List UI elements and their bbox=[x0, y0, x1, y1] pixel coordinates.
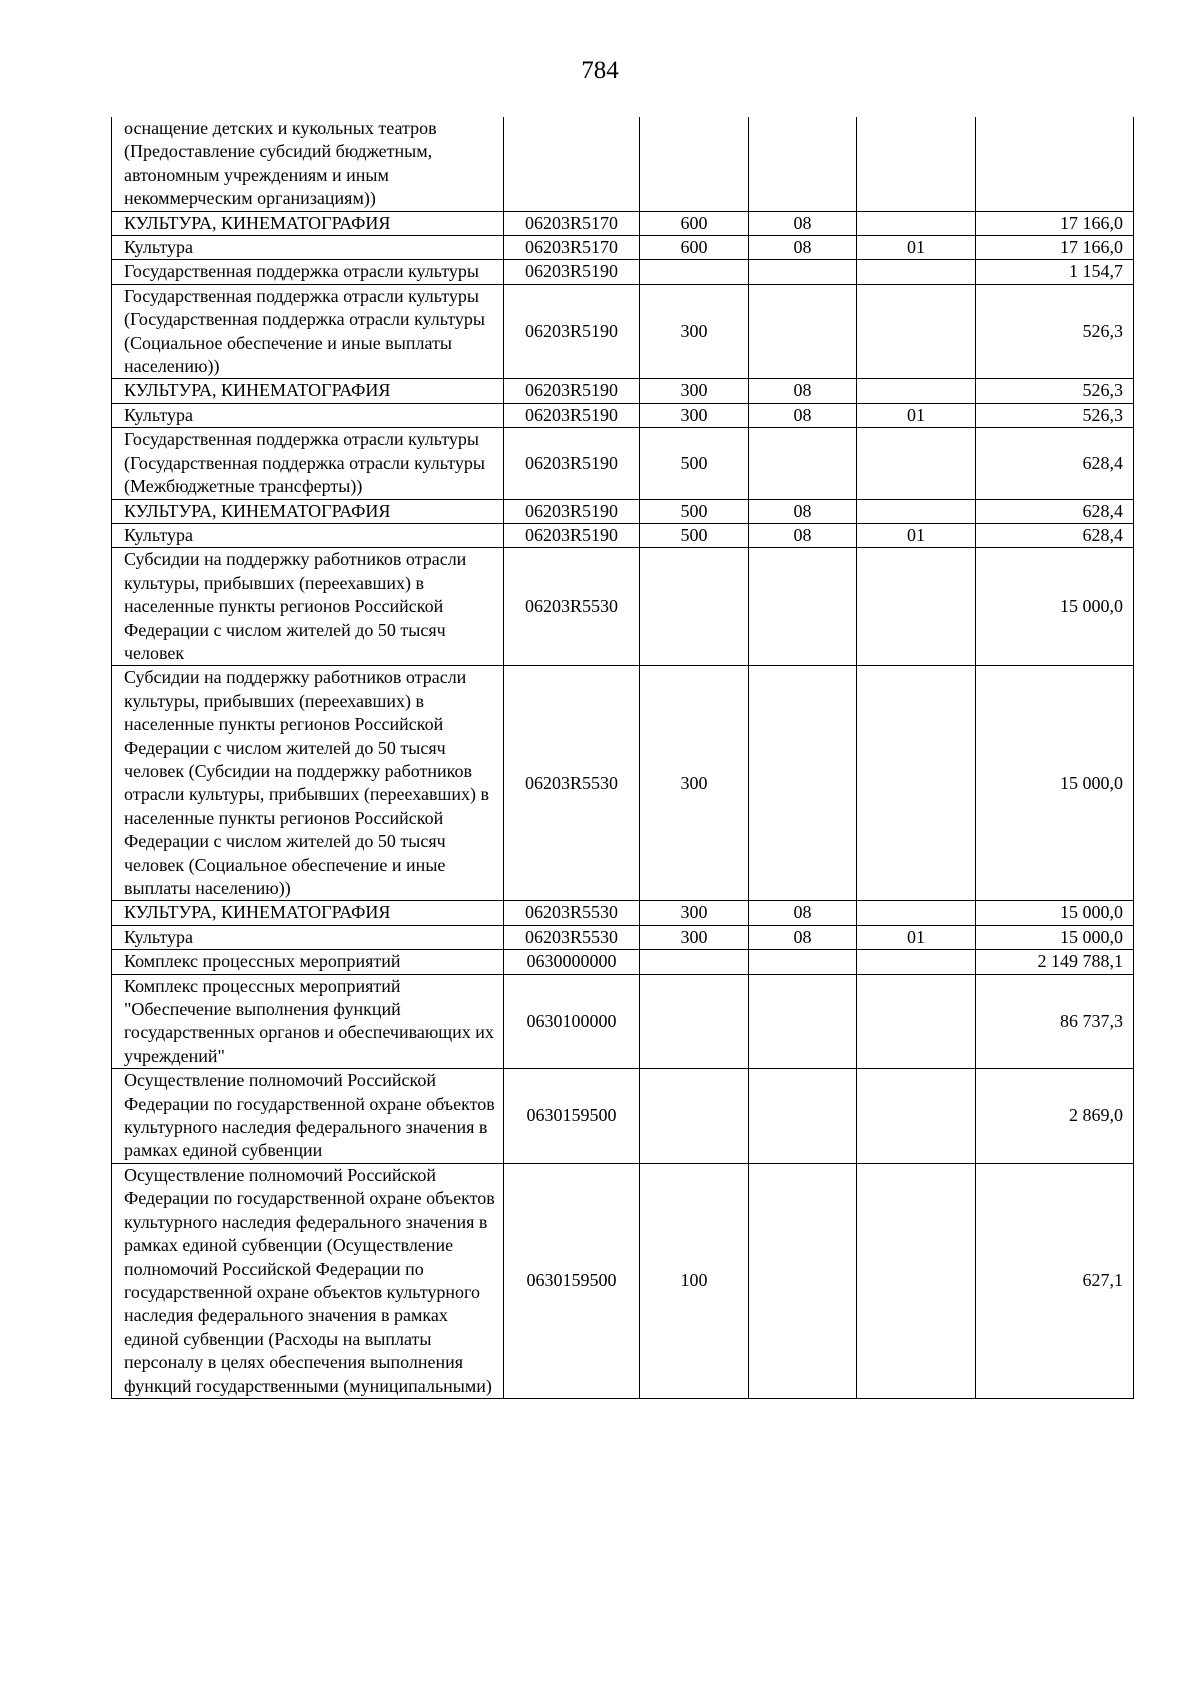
expense-name-cell: Культура bbox=[112, 403, 504, 427]
section-code-cell bbox=[749, 666, 857, 901]
expense-type-code-cell: 300 bbox=[640, 901, 749, 925]
expense-type-code-cell: 300 bbox=[640, 284, 749, 379]
amount-cell: 86 737,3 bbox=[976, 974, 1134, 1069]
subsection-code-cell bbox=[857, 499, 976, 523]
section-code-cell: 08 bbox=[749, 211, 857, 235]
expense-type-code-cell bbox=[640, 1069, 749, 1164]
table-row bbox=[112, 666, 1134, 901]
expense-name-cell: оснащение детских и кукольных театров (Предоставление субсидий бюджетным, автономным учреждениям и иным некоммерческим организациям)) bbox=[112, 117, 504, 211]
amount-cell: 2 149 788,1 bbox=[976, 950, 1134, 974]
subsection-code-cell bbox=[857, 117, 976, 211]
expense-name-cell: Комплекс процессных мероприятий bbox=[112, 950, 504, 974]
expense-type-code-cell: 100 bbox=[640, 1163, 749, 1398]
expense-type-code-cell: 300 bbox=[640, 379, 749, 403]
subsection-code-cell bbox=[857, 1069, 976, 1164]
subsection-code-cell: 01 bbox=[857, 236, 976, 260]
table-row bbox=[112, 236, 1134, 260]
section-code-cell: 08 bbox=[749, 236, 857, 260]
expense-type-code-cell: 500 bbox=[640, 428, 749, 499]
expense-type-code-cell: 300 bbox=[640, 403, 749, 427]
table-row bbox=[112, 1069, 1134, 1164]
amount-cell bbox=[976, 117, 1134, 211]
amount-cell: 526,3 bbox=[976, 403, 1134, 427]
amount-cell: 628,4 bbox=[976, 499, 1134, 523]
subsection-code-cell bbox=[857, 379, 976, 403]
section-code-cell: 08 bbox=[749, 499, 857, 523]
amount-cell: 628,4 bbox=[976, 428, 1134, 499]
expense-name-cell: Культура bbox=[112, 236, 504, 260]
table-row bbox=[112, 950, 1134, 974]
section-code-cell bbox=[749, 428, 857, 499]
target-article-code-cell: 0630000000 bbox=[504, 950, 640, 974]
subsection-code-cell bbox=[857, 666, 976, 901]
expense-name-cell: Осуществление полномочий Российской Федерации по государственной охране объектов культурного наследия федерального значения в рамках единой субвенции (Осуществление полномочий Российской Федерации по государственной охране объектов культурного наследия федерального значения в рамках единой субвенции (Расходы на выплаты персоналу в целях обеспечения выполнения функций государственными (муниципальными) bbox=[112, 1163, 504, 1398]
section-code-cell bbox=[749, 284, 857, 379]
expense-type-code-cell bbox=[640, 117, 749, 211]
table-row bbox=[112, 428, 1134, 499]
expense-type-code-cell bbox=[640, 260, 749, 284]
expense-name-cell: КУЛЬТУРА, КИНЕМАТОГРАФИЯ bbox=[112, 499, 504, 523]
section-code-cell bbox=[749, 260, 857, 284]
expense-name-cell: Государственная поддержка отрасли культуры bbox=[112, 260, 504, 284]
amount-cell: 526,3 bbox=[976, 284, 1134, 379]
amount-cell: 1 154,7 bbox=[976, 260, 1134, 284]
section-code-cell bbox=[749, 1069, 857, 1164]
expense-name-cell: Культура bbox=[112, 523, 504, 547]
expense-name-cell: Осуществление полномочий Российской Федерации по государственной охране объектов культурного наследия федерального значения в рамках единой субвенции bbox=[112, 1069, 504, 1164]
section-code-cell bbox=[749, 1163, 857, 1398]
expense-type-code-cell bbox=[640, 974, 749, 1069]
budget-table-body bbox=[112, 117, 1134, 1398]
section-code-cell bbox=[749, 950, 857, 974]
target-article-code-cell: 06203R5530 bbox=[504, 901, 640, 925]
section-code-cell: 08 bbox=[749, 403, 857, 427]
amount-cell: 526,3 bbox=[976, 379, 1134, 403]
subsection-code-cell: 01 bbox=[857, 403, 976, 427]
subsection-code-cell bbox=[857, 950, 976, 974]
subsection-code-cell bbox=[857, 211, 976, 235]
section-code-cell: 08 bbox=[749, 901, 857, 925]
table-row bbox=[112, 499, 1134, 523]
table-row bbox=[112, 117, 1134, 211]
expense-name-cell: КУЛЬТУРА, КИНЕМАТОГРАФИЯ bbox=[112, 901, 504, 925]
target-article-code-cell: 06203R5190 bbox=[504, 403, 640, 427]
target-article-code-cell: 06203R5190 bbox=[504, 523, 640, 547]
target-article-code-cell: 06203R5190 bbox=[504, 260, 640, 284]
table-row bbox=[112, 925, 1134, 949]
subsection-code-cell: 01 bbox=[857, 523, 976, 547]
table-row bbox=[112, 211, 1134, 235]
subsection-code-cell bbox=[857, 284, 976, 379]
subsection-code-cell bbox=[857, 1163, 976, 1398]
expense-type-code-cell bbox=[640, 548, 749, 666]
target-article-code-cell: 0630100000 bbox=[504, 974, 640, 1069]
expense-name-cell: Комплекс процессных мероприятий "Обеспечение выполнения функций государственных органов и обеспечивающих их учреждений" bbox=[112, 974, 504, 1069]
page-number: 784 bbox=[581, 57, 619, 84]
expense-name-cell: Культура bbox=[112, 925, 504, 949]
target-article-code-cell: 06203R5530 bbox=[504, 548, 640, 666]
target-article-code-cell: 06203R5190 bbox=[504, 379, 640, 403]
target-article-code-cell: 06203R5530 bbox=[504, 666, 640, 901]
expense-name-cell: Субсидии на поддержку работников отрасли культуры, прибывших (переехавших) в населенные пункты регионов Российской Федерации с числом жителей до 50 тысяч человек bbox=[112, 548, 504, 666]
section-code-cell bbox=[749, 117, 857, 211]
table-row bbox=[112, 901, 1134, 925]
expense-name-cell: Государственная поддержка отрасли культуры (Государственная поддержка отрасли культуры (Социальное обеспечение и иные выплаты населению)) bbox=[112, 284, 504, 379]
target-article-code-cell: 06203R5170 bbox=[504, 236, 640, 260]
subsection-code-cell bbox=[857, 428, 976, 499]
section-code-cell: 08 bbox=[749, 925, 857, 949]
table-row bbox=[112, 523, 1134, 547]
expense-type-code-cell: 600 bbox=[640, 236, 749, 260]
expense-type-code-cell: 300 bbox=[640, 666, 749, 901]
amount-cell: 628,4 bbox=[976, 523, 1134, 547]
target-article-code-cell: 06203R5190 bbox=[504, 499, 640, 523]
table-row bbox=[112, 548, 1134, 666]
table-row bbox=[112, 974, 1134, 1069]
expense-type-code-cell bbox=[640, 950, 749, 974]
amount-cell: 17 166,0 bbox=[976, 236, 1134, 260]
expense-name-cell: Государственная поддержка отрасли культуры (Государственная поддержка отрасли культуры (Межбюджетные трансферты)) bbox=[112, 428, 504, 499]
table-row bbox=[112, 284, 1134, 379]
expense-type-code-cell: 500 bbox=[640, 523, 749, 547]
target-article-code-cell: 06203R5530 bbox=[504, 925, 640, 949]
subsection-code-cell: 01 bbox=[857, 925, 976, 949]
budget-table bbox=[111, 117, 1134, 1399]
target-article-code-cell: 06203R5190 bbox=[504, 428, 640, 499]
amount-cell: 15 000,0 bbox=[976, 925, 1134, 949]
expense-type-code-cell: 500 bbox=[640, 499, 749, 523]
target-article-code-cell: 06203R5190 bbox=[504, 284, 640, 379]
expense-type-code-cell: 300 bbox=[640, 925, 749, 949]
section-code-cell: 08 bbox=[749, 379, 857, 403]
table-row bbox=[112, 260, 1134, 284]
table-row bbox=[112, 1163, 1134, 1398]
amount-cell: 17 166,0 bbox=[976, 211, 1134, 235]
table-row bbox=[112, 379, 1134, 403]
subsection-code-cell bbox=[857, 548, 976, 666]
target-article-code-cell: 0630159500 bbox=[504, 1163, 640, 1398]
subsection-code-cell bbox=[857, 260, 976, 284]
amount-cell: 15 000,0 bbox=[976, 548, 1134, 666]
amount-cell: 15 000,0 bbox=[976, 901, 1134, 925]
target-article-code-cell bbox=[504, 117, 640, 211]
table-row bbox=[112, 403, 1134, 427]
expense-name-cell: КУЛЬТУРА, КИНЕМАТОГРАФИЯ bbox=[112, 379, 504, 403]
amount-cell: 15 000,0 bbox=[976, 666, 1134, 901]
amount-cell: 627,1 bbox=[976, 1163, 1134, 1398]
section-code-cell bbox=[749, 548, 857, 666]
target-article-code-cell: 06203R5170 bbox=[504, 211, 640, 235]
subsection-code-cell bbox=[857, 901, 976, 925]
expense-name-cell: КУЛЬТУРА, КИНЕМАТОГРАФИЯ bbox=[112, 211, 504, 235]
target-article-code-cell: 0630159500 bbox=[504, 1069, 640, 1164]
section-code-cell bbox=[749, 974, 857, 1069]
section-code-cell: 08 bbox=[749, 523, 857, 547]
amount-cell: 2 869,0 bbox=[976, 1069, 1134, 1164]
subsection-code-cell bbox=[857, 974, 976, 1069]
expense-type-code-cell: 600 bbox=[640, 211, 749, 235]
expense-name-cell: Субсидии на поддержку работников отрасли культуры, прибывших (переехавших) в населенные пункты регионов Российской Федерации с числом жителей до 50 тысяч человек (Субсидии на поддержку работников отрасли культуры, прибывших (переехавших) в населенные пункты регионов Российской Федерации с числом жителей до 50 тысяч человек (Социальное обеспечение и иные выплаты населению)) bbox=[112, 666, 504, 901]
